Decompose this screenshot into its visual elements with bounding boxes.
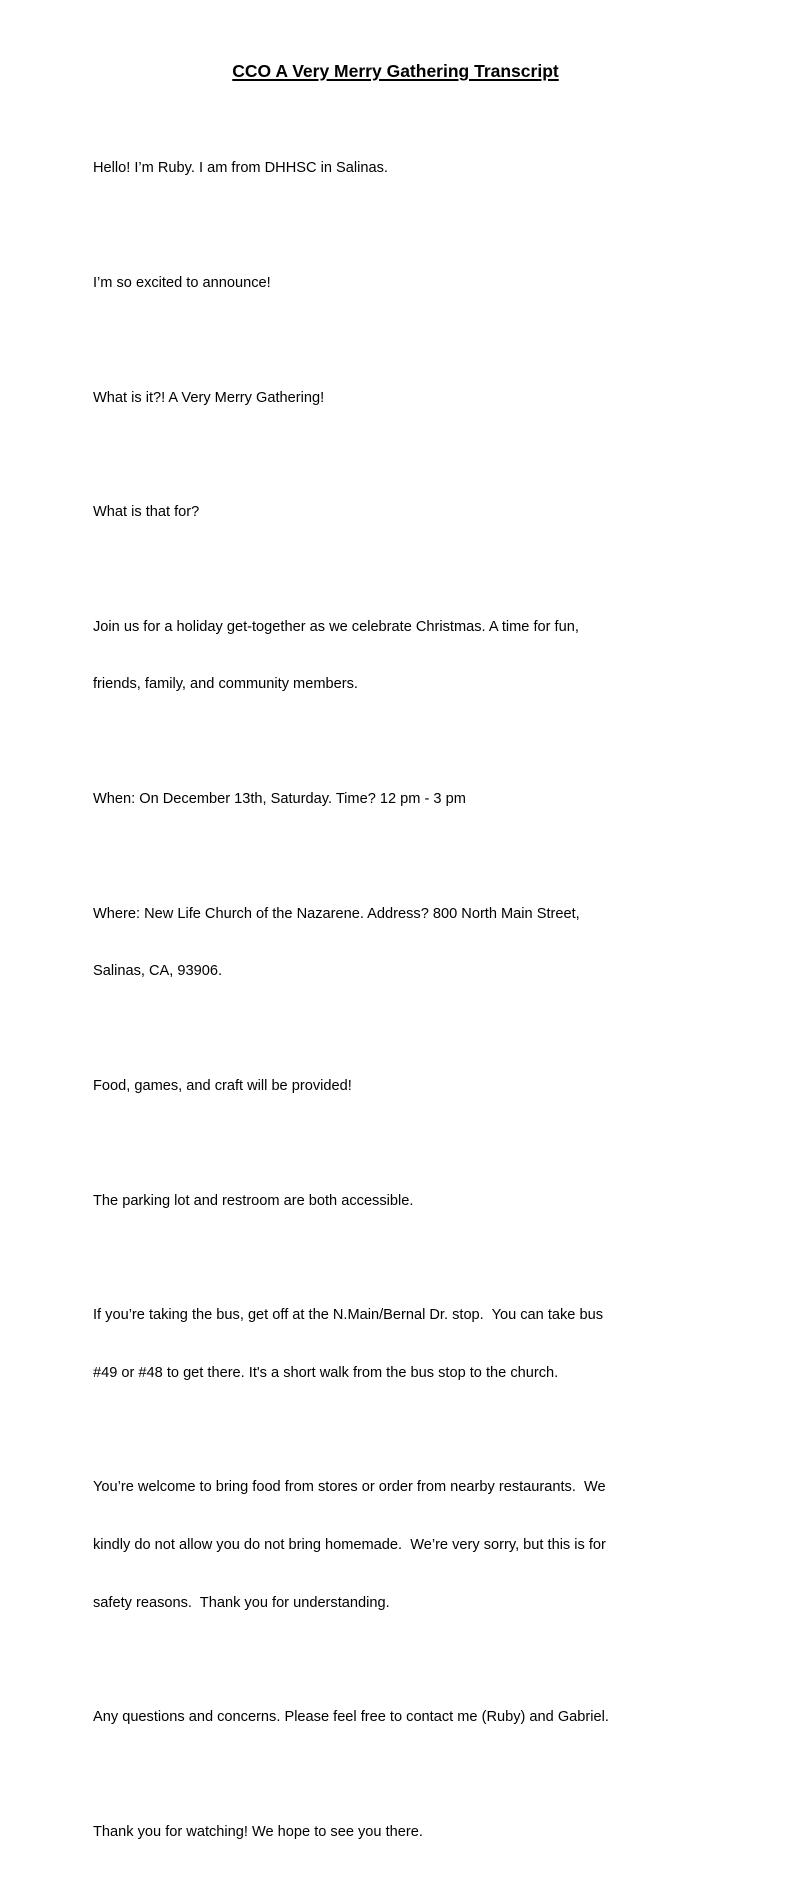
document-title: CCO A Very Merry Gathering Transcript bbox=[232, 61, 559, 81]
paragraph-line: The parking lot and restroom are both accessible. bbox=[93, 1192, 414, 1209]
paragraph bbox=[93, 866, 698, 1020]
paragraph-line: kindly do not allow you do not bring homemade. We’re very sorry, but this is for bbox=[93, 1536, 606, 1553]
paragraph-line: You’re welcome to bring food from stores or order from nearby restaurants. We bbox=[93, 1479, 606, 1496]
paragraph-line: I’m so excited to announce! bbox=[93, 275, 271, 292]
paragraph bbox=[93, 752, 698, 848]
paragraph bbox=[93, 350, 698, 446]
paragraph bbox=[93, 465, 698, 561]
paragraph-line: Where: New Life Church of the Nazarene. Address? 800 North Main Street, bbox=[93, 905, 580, 922]
paragraph bbox=[93, 1268, 698, 1422]
paragraph bbox=[93, 1670, 698, 1766]
paragraph bbox=[93, 1440, 698, 1651]
paragraph-line: friends, family, and community members. bbox=[93, 676, 358, 693]
paragraph-line: safety reasons. Thank you for understanding. bbox=[93, 1594, 390, 1611]
paragraph bbox=[93, 579, 698, 733]
paragraph bbox=[93, 1153, 698, 1249]
paragraph-line: What is it?! A Very Merry Gathering! bbox=[93, 389, 325, 406]
paragraph bbox=[93, 121, 698, 217]
paragraph-line: What is that for? bbox=[93, 504, 200, 521]
document-body bbox=[93, 121, 698, 1899]
paragraph-line: Any questions and concerns. Please feel free to contact me (Ruby) and Gabriel. bbox=[93, 1709, 609, 1726]
paragraph-line: Salinas, CA, 93906. bbox=[93, 963, 222, 980]
paragraph-line: #49 or #48 to get there. It's a short walk from the bus stop to the church. bbox=[93, 1364, 559, 1381]
paragraph-line: When: On December 13th, Saturday. Time? 12 pm - 3 pm bbox=[93, 791, 466, 808]
paragraph-line: If you’re taking the bus, get off at the N.Main/Bernal Dr. stop. You can take bus bbox=[93, 1307, 604, 1324]
paragraph-line: Food, games, and craft will be provided! bbox=[93, 1077, 352, 1094]
paragraph-line: Thank you for watching! We hope to see you there. bbox=[93, 1823, 423, 1840]
paragraph-line: Hello! I’m Ruby. I am from DHHSC in Salinas. bbox=[93, 160, 388, 177]
paragraph bbox=[93, 236, 698, 332]
paragraph bbox=[93, 1038, 698, 1134]
paragraph-line: Join us for a holiday get-together as we celebrate Christmas. A time for fun, bbox=[93, 618, 579, 635]
paragraph bbox=[93, 1784, 698, 1880]
